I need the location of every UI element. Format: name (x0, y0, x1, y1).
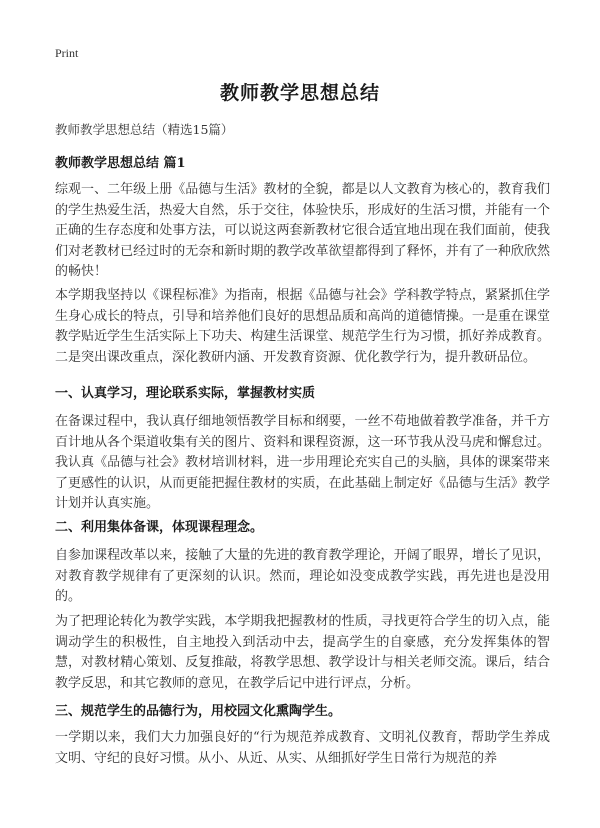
paragraph-3: 在备课过程中，我认真仔细地领悟教学目标和纲要，一丝不苟地做着教学准备，并千方百计地从各个渠道收集有关的图片、资料和课程资源，这一环节我从没马虎和懈怠过。我认真《品德与社会》教材培训材料，进一步用理论充实自己的头脑，具体的课案带来了更感性的认识，从而更能把握住教材的实质，在此基础上制定好《品德与生活》教学计划并认真实施。 (55, 414, 550, 511)
paragraph-5: 为了把理论转化为教学实践，本学期我把握教材的性质，寻找更符合学生的切入点，能调动学生的积极性，自主地投入到活动中去，提高学生的自豪感，充分发挥集体的智慧，对教材精心策划、反复推敲，将教学思想、教学设计与相关老师交流。课后，结合教学反思，和其它教师的意见，在教学后记中进行评点，分析。 (55, 614, 550, 691)
page-title: 教师教学思想总结 (219, 82, 380, 104)
paragraph-4: 自参加课程改革以来，接触了大量的先进的教育教学理论，开阔了眼界，增长了见识，对教育教学规律有了更深刻的认识。然而，理论如没变成教学实践，再先进也是没用的。 (55, 548, 550, 604)
section-heading-2: 二、利用集体备课，体现课程理念。 (55, 520, 264, 535)
paragraph-1: 综观一、二年级上册《品德与生活》教材的全貌，都是以人文教育为核心的，教育我们的学生热爱生活，热爱大自然，乐于交往，体验快乐，形成好的生活习惯，并能有一个正确的生存态度和处事方法，可以说这两套新教材它很合适宜地出现在我们面前，使我们对老教材已经过时的无奈和新时期的教学改革欲望都得到了释怀，并有了一种欣欣然的畅快！ (55, 182, 550, 279)
section-heading-1: 一、认真学习，理论联系实际，掌握教材实质 (55, 386, 316, 401)
section-heading-3: 三、规范学生的品德行为，用校园文化熏陶学生。 (55, 704, 342, 719)
paragraph-2: 本学期我坚持以《课程标准》为指南，根据《品德与社会》学科教学特点，紧紧抓住学生身心成长的特点，引导和培养他们良好的思想品质和高尚的道德情操。一是重在课堂教学贴近学生生活实际上下功夫、构建生活课堂、规范学生行为习惯，抓好养成教育。二是突出课改重点，深化教研内涵、开发教育资源、优化教学行为，提升教研品位。 (55, 288, 550, 365)
paragraph-6: 一学期以来，我们大力加强良好的“行为规范养成教育、文明礼仪教育，帮助学生养成文明、守纪的良好习惯。从小、从近、从实、从细抓好学生日常行为规范的养 (55, 730, 550, 766)
print-link[interactable]: Print (55, 46, 79, 60)
document-subtitle: 教师教学思想总结（精选15篇） (55, 122, 234, 137)
article-heading: 教师教学思想总结 篇1 (55, 156, 186, 171)
